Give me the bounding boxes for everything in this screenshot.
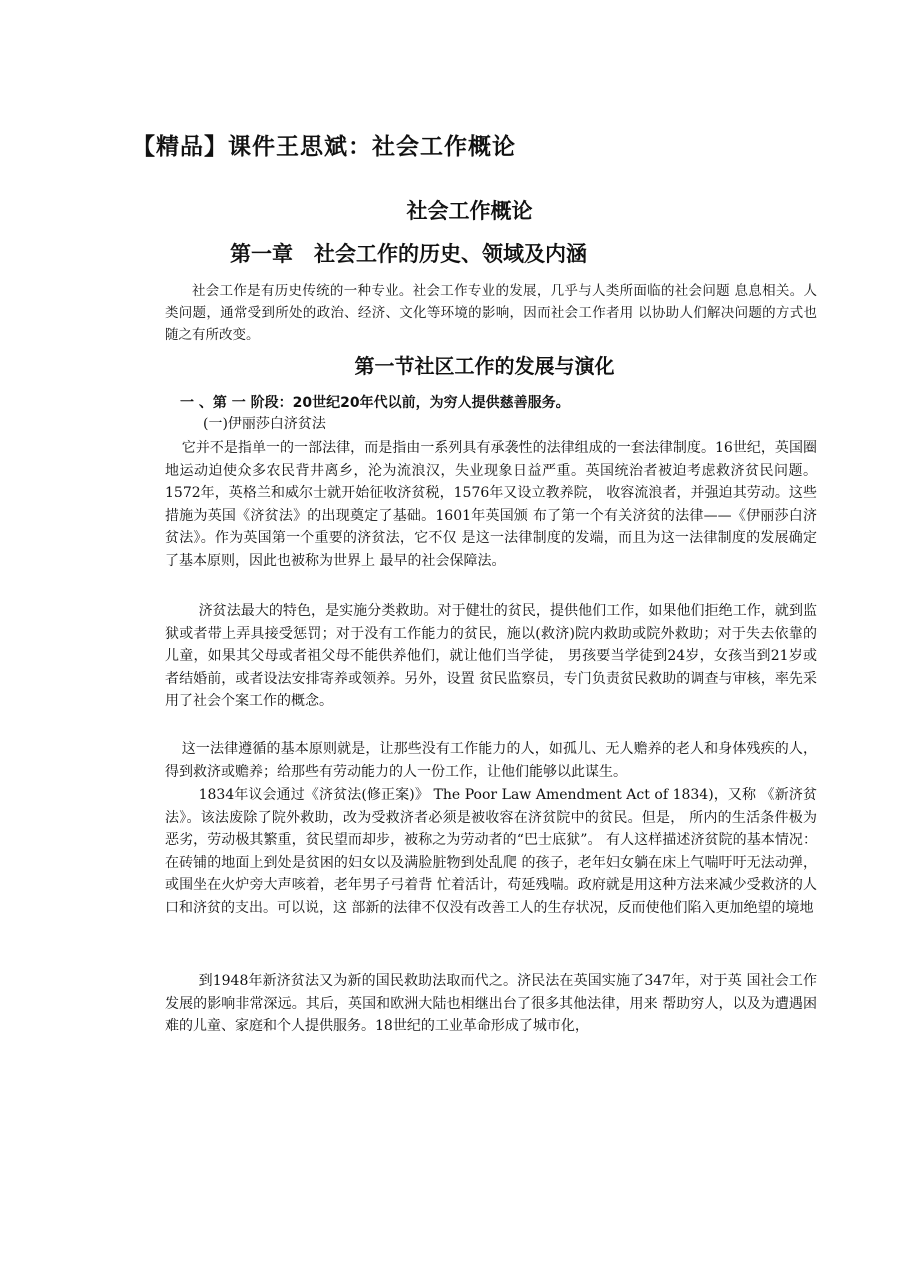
document-title: 【精品】课件王思斌：社会工作概论 [132, 134, 516, 160]
body-paragraph: 1834年议会通过《济贫法(修正案)》 The Poor Law Amendment Act of 1834)，又称 《新济贫法》。该法废除了院外救助，改为受救济者必须是被收容在济贫院中的贫民。但是， 所内的生活条件极为恶劣，劳动极其繁重，贫民望而却步，被称之为劳动者的“巴士底狱”。 有人这样描述济贫院的基本情况：在砖铺的地面上到处是贫困的妇女以及满脸脏物到处乱爬 的孩子，老年妇女躺在床上气喘吁吁无法动弹，或围坐在火炉旁大声咳着，老年男子弓着背 忙着活计，苟延残喘。政府就是用这种方法来减少受救济的人口和济贫的支出。可以说，这 部新的法律不仅没有改善工人的生存状况，反而使他们陷入更加绝望的境地 [165, 787, 817, 916]
section-title: 第一节社区工作的发展与演化 [354, 354, 615, 378]
intro-paragraph: 社会工作是有历史传统的一种专业。社会工作专业的发展，几乎与人类所面临的社会问题 息息相关。人类问题，通常受到所处的政治、经济、文化等环境的影响，因而社会工作者用 以协助人们解决问题的方式也随之有所改变。 [165, 283, 817, 343]
sub-heading: (一)伊丽莎白济贫法 [203, 416, 326, 432]
body-paragraph: 这一法律遵循的基本原则就是，让那些没有工作能力的人，如孤儿、无人赡养的老人和身体残疾的人，得到救济或赡养；给那些有劳动能力的人一份工作，让他们能够以此谋生。 [165, 741, 817, 780]
chapter-title: 第一章 社会工作的历史、领域及内涵 [230, 242, 587, 266]
body-paragraph: 到1948年新济贫法又为新的国民救助法取而代之。济民法在英国实施了347年，对于英 国社会工作发展的影响非常深远。其后，英国和欧洲大陆也相继出台了很多其他法律，用来 帮助穷人，以及为遭遇困难的儿童、家庭和个人提供服务。18世纪的工业革命形成了城市化， [165, 973, 817, 1034]
stage-heading: 一 、第 一 阶段：20世纪20年代以前，为穷人提供慈善服务。 [180, 395, 570, 411]
body-paragraph: 济贫法最大的特色，是实施分类救助。对于健壮的贫民，提供他们工作，如果他们拒绝工作，就到监狱或者带上弄具接受惩罚；对于没有工作能力的贫民，施以(救济)院内救助或院外救助；对于失去依靠的儿童，如果其父母或者祖父母不能供养他们，就让他们当学徒， 男孩要当学徒到24岁，女孩当到21岁或者结婚前，或者设法安排寄养或领养。另外，设置 贫民监察员，专门负责贫民救助的调查与审核，率先采用了社会个案工作的概念。 [165, 603, 817, 709]
main-title: 社会工作概论 [406, 199, 533, 223]
body-paragraph: 它并不是指单一的一部法律，而是指由一系列具有承袭性的法律组成的一套法律制度。16世纪，英国圈地运动迫使众多农民背井离乡，沦为流浪汉，失业现象日益严重。英国统治者被迫考虑救济贫民问题。1572年，英格兰和威尔士就开始征收济贫税，1576年又设立教养院， 收容流浪者，并强迫其劳动。这些措施为英国《济贫法》的出现奠定了基础。1601年英国颁 布了第一个有关济贫的法律——《伊丽莎白济贫法》。作为英国第一个重要的济贫法，它不仅 是这一法律制度的发端，而且为这一法律制度的发展确定了基本原则，因此也被称为世界上 最早的社会保障法。 [165, 440, 817, 569]
